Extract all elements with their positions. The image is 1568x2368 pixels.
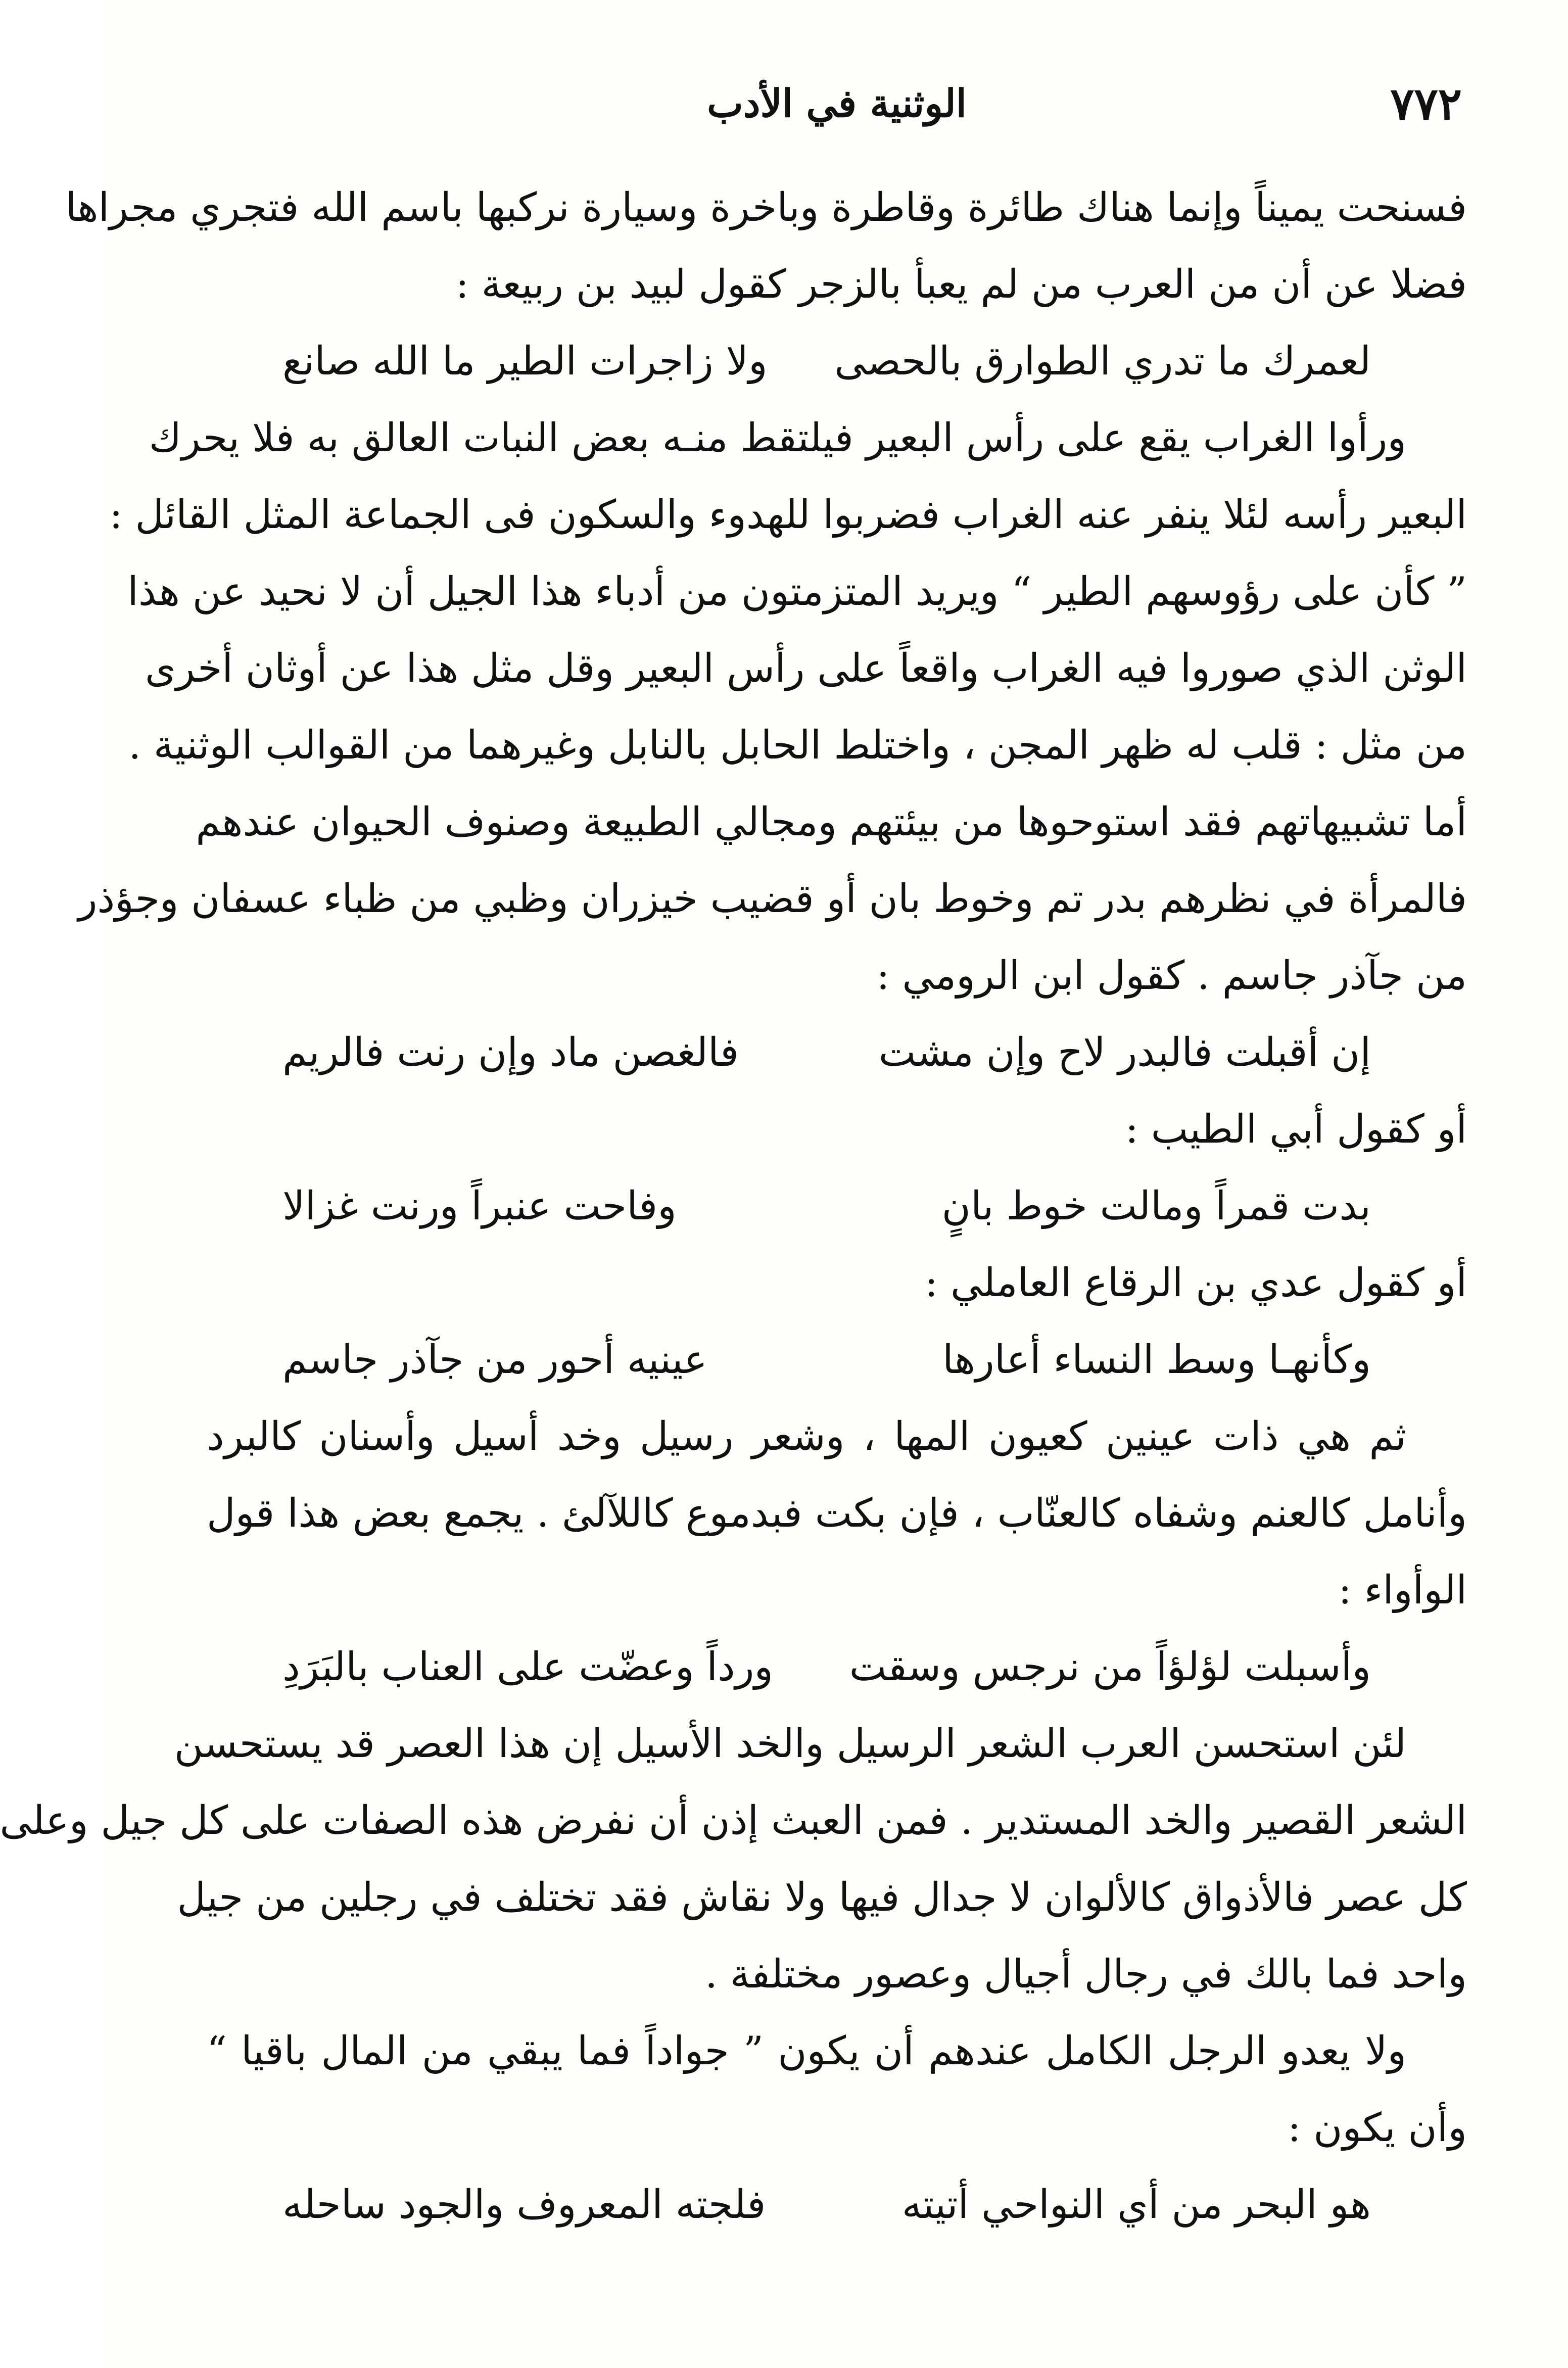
text-line: الشعر القصير والخد المستدير . فمن العبث إذن أن نفرض هذه الصفات على كل جيل وعلى [0,1798,1467,1843]
verse-second-hemistich: وفاحت عنبراً ورنت غزالا [282,1183,677,1229]
text-line: واحد فما بالك في رجال أجيال وعصور مختلفة . [705,1952,1467,1997]
verse-first-hemistich: بدت قمراً ومالت خوط بانٍ [941,1183,1371,1229]
verse-first-hemistich: لعمرك ما تدري الطوارق بالحصى [834,339,1371,384]
text-line: ” كأن على رؤوسهم الطير “ ويريد المتزمتون من أدباء هذا الجيل أن لا نحيد عن هذا [127,569,1467,614]
verse-second-hemistich: ولا زاجرات الطير ما الله صانع [282,339,768,384]
verse-first-hemistich: هو البحر من أي النواحي أتيته [901,2182,1371,2228]
poem-verse [207,2166,1467,2243]
text-line: أو كقول أبي الطيب : [1125,1107,1467,1152]
verse-second-hemistich: عينيه أحور من جآذر جاسم [282,1337,707,1383]
body-text [0,169,1467,2243]
text-line: ثم هي ذات عينين كعيون المها ، وشعر رسيل وخد أسيل وأسنان كالبرد [207,1414,1406,1459]
verse-second-hemistich: ورداً وعضّت على العناب بالبَرَدِ [282,1644,774,1690]
text-line: ولا يعدو الرجل الكامل عندهم أن يكون ” جواداً فما يبقي من المال باقيا “ [207,2028,1406,2074]
text-line: لئن استحسن العرب الشعر الرسيل والخد الأسيل إن هذا العصر قد يستحسن [174,1721,1406,1767]
verse-second-hemistich: فالغصن ماد وإن رنت فالريم [282,1030,739,1075]
text-line: أو كقول عدي بن الرقاع العاملي : [924,1260,1467,1306]
text-line: من جآذر جاسم . كقول ابن الرومي : [876,953,1467,999]
running-title: الوثنية في الأدب [707,81,967,126]
verse-first-hemistich: وكأنهـا وسط النساء أعارها [942,1337,1371,1383]
text-line: الوثن الذي صوروا فيه الغراب واقعاً على رأس البعير وقل مثل هذا عن أوثان أخرى [145,646,1467,691]
text-line: الوأواء : [1338,1568,1467,1613]
poem-verse [207,323,1467,400]
text-line: من مثل : قلب له ظهر المجن ، واختلط الحابل بالنابل وغيرهما من القوالب الوثنية . [128,723,1467,768]
poem-verse [207,1321,1467,1398]
text-line: فسنحت يميناً وإنما هناك طائرة وقاطرة وباخرة وسيارة نركبها باسم الله فتجري مجراها [65,185,1467,230]
poem-verse [207,1168,1467,1245]
text-line: كل عصر فالأذواق كالألوان لا جدال فيها ولا نقاش فقد تختلف في رجلين من جيل [177,1875,1467,1920]
page-header [212,76,1462,131]
page-number: ٧٧٢ [1390,77,1462,130]
text-line: فضلا عن أن من العرب من لم يعبأ بالزجر كقول لبيد بن ربيعة : [455,262,1467,307]
text-line: وأن يكون : [1288,2105,1467,2151]
poem-verse [207,1629,1467,1706]
text-line: البعير رأسه لئلا ينفر عنه الغراب فضربوا للهدوء والسكون فى الجماعة المثل القائل : [109,492,1467,538]
text-line: وأنامل كالعنم وشفاه كالعنّاب ، فإن بكت فبدموع كاللآلئ . يجمع بعض هذا قول [207,1491,1467,1536]
text-line: فالمرأة في نظرهم بدر تم وخوط بان أو قضيب خيزران وظبي من ظباء عسفان وجؤذر [78,876,1467,922]
text-line: ورأوا الغراب يقع على رأس البعير فيلتقط منـه بعض النبات العالق به فلا يحرك [149,415,1406,461]
verse-first-hemistich: وأسبلت لؤلؤاً من نرجس وسقت [849,1644,1371,1690]
text-line: أما تشبيهاتهم فقد استوحوها من بيئتهم ومجالي الطبيعة وصنوف الحيوان عندهم [196,799,1467,845]
verse-second-hemistich: فلجته المعروف والجود ساحله [282,2182,766,2228]
poem-verse [207,1014,1467,1091]
verse-first-hemistich: إن أقبلت فالبدر لاح وإن مشت [878,1030,1371,1075]
